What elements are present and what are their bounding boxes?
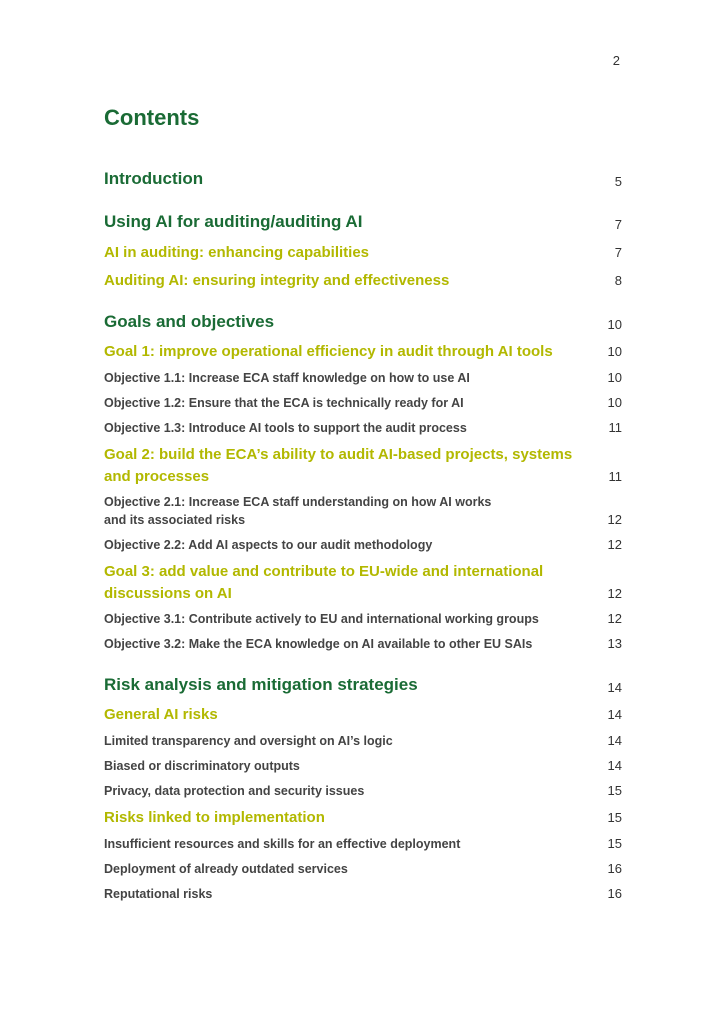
toc-entry-page: 15: [607, 783, 622, 798]
toc-entry-text: Goal 2: build the ECA’s ability to audit AI-based projects, systems and processes: [104, 446, 573, 485]
toc-entry-text: Biased or discriminatory outputs: [104, 759, 300, 773]
toc-entry-page: 11: [608, 469, 622, 484]
toc-entry-privacy[interactable]: [104, 782, 622, 800]
toc-entry-introduction[interactable]: [104, 169, 622, 189]
toc-entry-text: Objective 1.3: Introduce AI tools to support the audit process: [104, 421, 467, 435]
toc-entry-page: 15: [607, 836, 622, 851]
toc-entry-general-ai-risks[interactable]: [104, 704, 622, 726]
toc-entry-goals[interactable]: [104, 312, 622, 332]
toc-entry-page: 10: [607, 344, 622, 359]
toc-entry-implementation-risks[interactable]: [104, 807, 622, 829]
toc-entry-objective-1-2[interactable]: [104, 394, 622, 412]
toc-entry-using-ai[interactable]: [104, 212, 622, 232]
toc-entry-page: 14: [607, 758, 622, 773]
toc-entry-text: AI in auditing: enhancing capabilities: [104, 244, 370, 261]
toc-entry-biased-outputs[interactable]: [104, 757, 622, 775]
toc-entry-page: 13: [607, 636, 622, 651]
toc-entry-text: Objective 3.2: Make the ECA knowledge on AI available to other EU SAIs: [104, 637, 533, 651]
toc-entry-text: Goal 1: improve operational efficiency in audit through AI tools: [104, 343, 553, 360]
toc-entry-page: 12: [607, 611, 622, 626]
toc-entry-objective-3-2[interactable]: [104, 635, 622, 653]
toc-entry-page: 14: [607, 733, 622, 748]
toc-entry-page: 14: [607, 680, 622, 695]
toc-entry-page: 12: [607, 537, 622, 552]
toc-entry-text: Deployment of already outdated services: [104, 862, 348, 876]
toc-entry-page: 8: [614, 273, 622, 288]
toc-entry-text: Risk analysis and mitigation strategies: [104, 675, 418, 694]
page-title: Contents: [104, 105, 200, 130]
toc-entry-text: Risks linked to implementation: [104, 809, 325, 826]
toc-entry-insufficient-resources[interactable]: [104, 835, 622, 853]
page-number: 2: [612, 53, 620, 68]
toc-entry-goal-3[interactable]: [104, 561, 622, 605]
toc-entry-auditing-ai[interactable]: [104, 270, 622, 292]
toc-entry-text: Auditing AI: ensuring integrity and effectiveness: [104, 272, 450, 289]
toc-entry-objective-3-1[interactable]: [104, 610, 622, 628]
toc-entry-text: General AI risks: [104, 706, 218, 723]
toc-entry-text: Limited transparency and oversight on AI’s logic: [104, 734, 393, 748]
toc-entry-text: Goals and objectives: [104, 312, 275, 331]
toc-entry-page: 15: [607, 810, 622, 825]
toc-entry-page: 10: [607, 395, 622, 410]
toc-entry-objective-1-1[interactable]: [104, 369, 622, 387]
toc-entry-page: 16: [607, 861, 622, 876]
toc-entry-outdated-services[interactable]: [104, 860, 622, 878]
toc-entry-page: 11: [608, 420, 622, 435]
toc-entry-text: Objective 1.2: Ensure that the ECA is technically ready for AI: [104, 396, 464, 410]
toc-entry-text: Introduction: [104, 169, 204, 188]
toc-entry-text: Using AI for auditing/auditing AI: [104, 212, 363, 231]
toc-entry-text: Objective 1.1: Increase ECA staff knowledge on how to use AI: [104, 371, 470, 385]
toc-entry-page: 16: [607, 886, 622, 901]
toc-entry-text: Goal 3: add value and contribute to EU-wide and international discussions on AI: [104, 563, 544, 602]
toc-entry-text: Insufficient resources and skills for an effective deployment: [104, 837, 461, 851]
toc-entry-text: Objective 2.2: Add AI aspects to our audit methodology: [104, 538, 433, 552]
toc-entry-text: Reputational risks: [104, 887, 213, 901]
toc-entry-limited-transparency[interactable]: [104, 732, 622, 750]
toc-entry-goal-1[interactable]: [104, 341, 622, 363]
toc-entry-page: 7: [614, 245, 622, 260]
toc-entry-objective-1-3[interactable]: [104, 419, 622, 437]
toc-entry-reputational-risks[interactable]: [104, 885, 622, 903]
toc-entry-objective-2-2[interactable]: [104, 536, 622, 554]
toc-entry-risk-analysis[interactable]: [104, 675, 622, 695]
toc-entry-text: Privacy, data protection and security issues: [104, 784, 365, 798]
toc-entry-ai-in-auditing[interactable]: [104, 242, 622, 264]
toc-entry-text: Objective 3.1: Contribute actively to EU and international working groups: [104, 612, 539, 626]
toc-entry-page: 7: [614, 217, 622, 232]
toc-entry-text: Objective 2.1: Increase ECA staff understanding on how AI works and its associated risks: [104, 495, 492, 527]
toc-entry-page: 10: [607, 317, 622, 332]
toc-entry-page: 5: [614, 174, 622, 189]
toc-entry-page: 12: [607, 512, 622, 527]
toc-entry-objective-2-1[interactable]: [104, 493, 622, 529]
toc-entry-page: 14: [607, 707, 622, 722]
toc-entry-page: 10: [607, 370, 622, 385]
toc-entry-page: 12: [607, 586, 622, 601]
toc-entry-goal-2[interactable]: [104, 444, 622, 488]
